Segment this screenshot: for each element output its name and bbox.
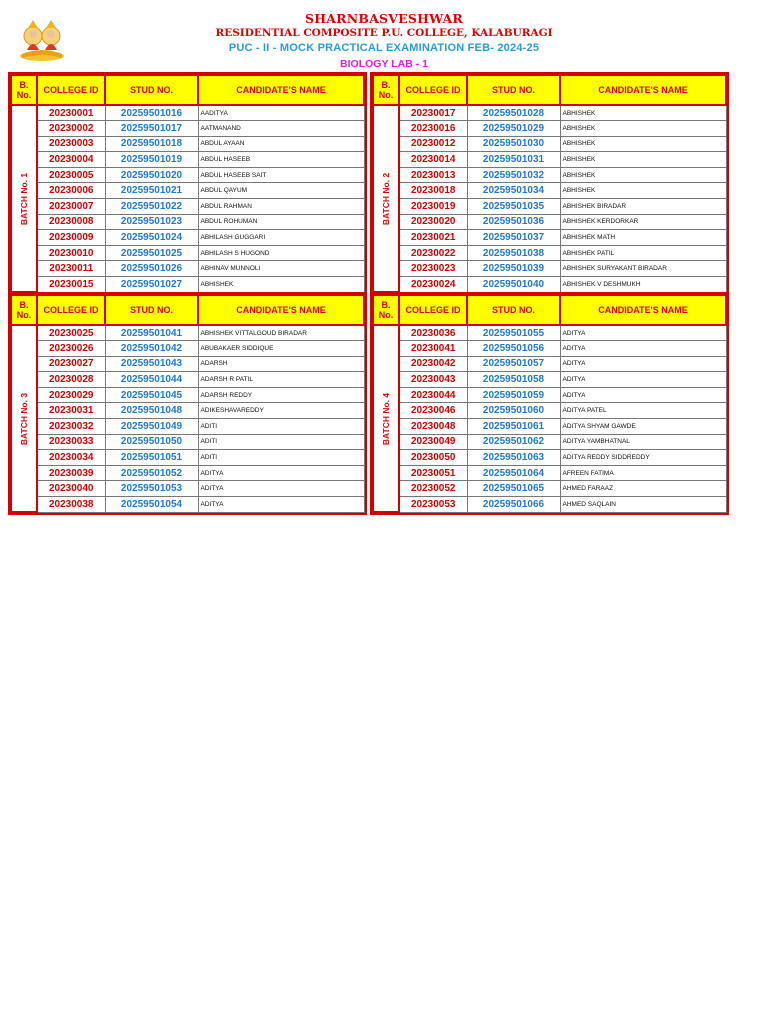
candidate-name-header: CANDIDATE'S NAME [198, 295, 364, 325]
college-id-cell: 20230031 [37, 403, 105, 419]
stud-no-header: STUD NO. [467, 75, 560, 105]
table-row [373, 465, 726, 481]
candidate-name-cell: ADITYA [198, 465, 364, 481]
college-id-cell: 20230034 [37, 450, 105, 466]
stud-no-cell: 20259501020 [105, 167, 198, 183]
stud-no-cell: 20259501026 [105, 261, 198, 277]
college-id-cell: 20230052 [399, 481, 467, 497]
candidate-name-cell: AFREEN FATIMA [560, 465, 726, 481]
candidate-name-cell: ABDUL QAYUM [198, 183, 364, 199]
batch-table-2 [372, 74, 727, 293]
document-header [0, 8, 768, 72]
table-row [373, 403, 726, 419]
table-row [373, 387, 726, 403]
college-id-cell: 20230011 [37, 261, 105, 277]
candidate-name-cell: ADITYA [560, 325, 726, 341]
stud-no-cell: 20259501044 [105, 372, 198, 388]
stud-no-cell: 20259501042 [105, 341, 198, 357]
stud-no-cell: 20259501024 [105, 230, 198, 246]
stud-no-cell: 20259501057 [467, 356, 560, 372]
college-id-cell: 20230020 [399, 214, 467, 230]
college-id-cell: 20230009 [37, 230, 105, 246]
candidate-name-header: CANDIDATE'S NAME [560, 295, 726, 325]
stud-no-cell: 20259501058 [467, 372, 560, 388]
stud-no-cell: 20259501065 [467, 481, 560, 497]
candidate-name-cell: ADARSH [198, 356, 364, 372]
table-row [11, 403, 364, 419]
candidate-name-cell: ADITI [198, 434, 364, 450]
stud-no-header: STUD NO. [105, 75, 198, 105]
candidate-name-cell: ABHILASH S HUGOND [198, 245, 364, 261]
stud-no-cell: 20259501034 [467, 183, 560, 199]
stud-no-cell: 20259501038 [467, 245, 560, 261]
stud-no-cell: 20259501051 [105, 450, 198, 466]
table-row [11, 230, 364, 246]
college-id-cell: 20230004 [37, 152, 105, 168]
college-id-cell: 20230033 [37, 434, 105, 450]
candidate-name-cell: ADITYA [560, 356, 726, 372]
stud-no-cell: 20259501039 [467, 261, 560, 277]
batch-label-cell [373, 325, 399, 512]
stud-no-cell: 20259501043 [105, 356, 198, 372]
table-row [373, 481, 726, 497]
college-id-cell: 20230042 [399, 356, 467, 372]
candidate-name-cell: ABDUL RAHMAN [198, 199, 364, 215]
college-id-cell: 20230014 [399, 152, 467, 168]
table-row [11, 387, 364, 403]
table-row [11, 277, 364, 293]
stud-no-cell: 20259501030 [467, 136, 560, 152]
table-row [11, 199, 364, 215]
candidate-name-header: CANDIDATE'S NAME [198, 75, 364, 105]
stud-no-cell: 20259501064 [467, 465, 560, 481]
candidate-name-cell: ADITYA SHYAM GAWDE [560, 419, 726, 435]
stud-no-cell: 20259501016 [105, 105, 198, 121]
stud-no-cell: 20259501028 [467, 105, 560, 121]
stud-no-cell: 20259501036 [467, 214, 560, 230]
table-row [373, 450, 726, 466]
table-row [373, 434, 726, 450]
college-id-header: COLLEGE ID [399, 75, 467, 105]
batch-number-header: B. No. [11, 295, 37, 325]
lab-title: BIOLOGY LAB - 1 [340, 58, 428, 70]
candidate-name-cell: ADARSH REDDY [198, 387, 364, 403]
stud-no-cell: 20259501029 [467, 121, 560, 137]
table-row [373, 419, 726, 435]
college-id-cell: 20230007 [37, 199, 105, 215]
candidate-name-cell: ADITYA [198, 481, 364, 497]
college-id-cell: 20230026 [37, 341, 105, 357]
table-row [11, 434, 364, 450]
college-id-cell: 20230036 [399, 325, 467, 341]
candidate-name-cell: ABHISHEK [198, 277, 364, 293]
college-id-cell: 20230024 [399, 277, 467, 293]
stud-no-cell: 20259501050 [105, 434, 198, 450]
college-id-cell: 20230049 [399, 434, 467, 450]
table-row [11, 136, 364, 152]
stud-no-cell: 20259501031 [467, 152, 560, 168]
college-id-cell: 20230028 [37, 372, 105, 388]
stud-no-cell: 20259501018 [105, 136, 198, 152]
table-row [373, 325, 726, 341]
candidate-name-cell: AATMANAND [198, 121, 364, 137]
stud-no-cell: 20259501066 [467, 497, 560, 513]
table-row [11, 450, 364, 466]
college-id-cell: 20230040 [37, 481, 105, 497]
candidate-name-cell: ABDUL HASEEB [198, 152, 364, 168]
college-id-header: COLLEGE ID [399, 295, 467, 325]
candidate-name-cell: ADARSH R PATIL [198, 372, 364, 388]
candidate-name-cell: ADITYA [198, 497, 364, 513]
table-row [373, 121, 726, 137]
college-id-cell: 20230029 [37, 387, 105, 403]
batch-number-header: B. No. [373, 75, 399, 105]
college-id-cell: 20230012 [399, 136, 467, 152]
college-id-cell: 20230018 [399, 183, 467, 199]
candidate-name-cell: ABHISHEK KERDORKAR [560, 214, 726, 230]
batch-number-header: B. No. [11, 75, 37, 105]
batch-number-header: B. No. [373, 295, 399, 325]
stud-no-cell: 20259501060 [467, 403, 560, 419]
stud-no-cell: 20259501022 [105, 199, 198, 215]
candidate-name-cell: ABHISHEK [560, 167, 726, 183]
stud-no-cell: 20259501017 [105, 121, 198, 137]
candidate-name-cell: ABHISHEK PATIL [560, 245, 726, 261]
stud-no-cell: 20259501025 [105, 245, 198, 261]
candidate-name-cell: ABHISHEK [560, 121, 726, 137]
stud-no-cell: 20259501040 [467, 277, 560, 293]
table-row [373, 277, 726, 293]
table-row [11, 105, 364, 121]
batch-table-4 [372, 294, 727, 513]
college-id-cell: 20230048 [399, 419, 467, 435]
exam-title: PUC - II - MOCK PRACTICAL EXAMINATION FEB- 2024-25 [228, 42, 540, 54]
candidate-name-cell: ADITI [198, 419, 364, 435]
stud-no-cell: 20259501045 [105, 387, 198, 403]
stud-no-cell: 20259501056 [467, 341, 560, 357]
table-row [11, 481, 364, 497]
batch-label: BATCH No. 3 [19, 392, 29, 445]
college-id-cell: 20230010 [37, 245, 105, 261]
candidate-name-cell: ABHISHEK [560, 136, 726, 152]
batch-label: BATCH No. 4 [381, 392, 391, 445]
candidate-name-cell: ABHISHEK MATH [560, 230, 726, 246]
table-row [11, 419, 364, 435]
stud-no-cell: 20259501048 [105, 403, 198, 419]
table-row [11, 465, 364, 481]
table-row [11, 341, 364, 357]
stud-no-cell: 20259501023 [105, 214, 198, 230]
stud-no-cell: 20259501049 [105, 419, 198, 435]
candidate-name-cell: ABUBAKAER SIDDIQUE [198, 341, 364, 357]
table-row [373, 230, 726, 246]
college-id-cell: 20230006 [37, 183, 105, 199]
college-id-cell: 20230001 [37, 105, 105, 121]
table-row [373, 341, 726, 357]
college-id-cell: 20230041 [399, 341, 467, 357]
stud-no-cell: 20259501041 [105, 325, 198, 341]
table-row [11, 245, 364, 261]
college-id-header: COLLEGE ID [37, 295, 105, 325]
college-id-cell: 20230038 [37, 497, 105, 513]
table-row [373, 167, 726, 183]
stud-no-cell: 20259501061 [467, 419, 560, 435]
table-row [11, 497, 364, 513]
college-id-cell: 20230027 [37, 356, 105, 372]
table-row [11, 372, 364, 388]
stud-no-cell: 20259501027 [105, 277, 198, 293]
college-id-cell: 20230053 [399, 497, 467, 513]
stud-no-cell: 20259501035 [467, 199, 560, 215]
college-id-cell: 20230032 [37, 419, 105, 435]
college-id-cell: 20230019 [399, 199, 467, 215]
stud-no-cell: 20259501063 [467, 450, 560, 466]
college-id-cell: 20230022 [399, 245, 467, 261]
college-id-cell: 20230013 [399, 167, 467, 183]
candidate-name-cell: ABHISHEK [560, 105, 726, 121]
college-id-cell: 20230051 [399, 465, 467, 481]
college-id-cell: 20230050 [399, 450, 467, 466]
candidate-name-cell: ADITYA YAMBHATNAL [560, 434, 726, 450]
table-row [373, 245, 726, 261]
college-name: RESIDENTIAL COMPOSITE P.U. COLLEGE, KALABURAGI [215, 27, 553, 39]
stud-no-cell: 20259501053 [105, 481, 198, 497]
candidate-name-cell: ADITYA REDDY SIDDREDDY [560, 450, 726, 466]
batch-label-cell [373, 105, 399, 292]
candidate-name-cell: ADIKESHAVAREDDY [198, 403, 364, 419]
college-id-cell: 20230015 [37, 277, 105, 293]
candidate-name-cell: ABDUL AYAAN [198, 136, 364, 152]
table-row [373, 199, 726, 215]
candidate-name-cell: ABHISHEK [560, 152, 726, 168]
table-row [373, 183, 726, 199]
college-id-cell: 20230016 [399, 121, 467, 137]
candidate-name-cell: ABHISHEK SURYAKANT BIRADAR [560, 261, 726, 277]
table-row [373, 214, 726, 230]
table-row [11, 325, 364, 341]
candidate-name-cell: ADITYA PATEL [560, 403, 726, 419]
candidate-name-cell: ABHISHEK [560, 183, 726, 199]
candidate-name-cell: ABHISHEK V DESHMUKH [560, 277, 726, 293]
stud-no-header: STUD NO. [105, 295, 198, 325]
college-id-cell: 20230005 [37, 167, 105, 183]
candidate-name-header: CANDIDATE'S NAME [560, 75, 726, 105]
table-row [373, 152, 726, 168]
candidate-name-cell: ABHISHEK BIRADAR [560, 199, 726, 215]
college-id-header: COLLEGE ID [37, 75, 105, 105]
candidate-name-cell: ABHINAV MUNNOLI [198, 261, 364, 277]
batch-label: BATCH No. 2 [381, 172, 391, 225]
college-id-cell: 20230003 [37, 136, 105, 152]
candidate-name-cell: AHMED FARAAZ [560, 481, 726, 497]
table-row [11, 261, 364, 277]
candidate-name-cell: AHMED SAQLAIN [560, 497, 726, 513]
candidate-name-cell: ADITI [198, 450, 364, 466]
table-row [11, 214, 364, 230]
table-row [11, 356, 364, 372]
batch-table-3 [10, 294, 365, 513]
college-id-cell: 20230025 [37, 325, 105, 341]
table-row [11, 121, 364, 137]
stud-no-cell: 20259501052 [105, 465, 198, 481]
candidate-name-cell: ADITYA [560, 387, 726, 403]
candidate-name-cell: ADITYA [560, 372, 726, 388]
candidate-name-cell: ABDUL HASEEB SAIT [198, 167, 364, 183]
stud-no-cell: 20259501055 [467, 325, 560, 341]
college-id-cell: 20230044 [399, 387, 467, 403]
batch-label-cell [11, 325, 37, 512]
candidate-name-cell: ADITYA [560, 341, 726, 357]
batch-label-cell [11, 105, 37, 292]
table-row [11, 183, 364, 199]
stud-no-cell: 20259501019 [105, 152, 198, 168]
stud-no-cell: 20259501037 [467, 230, 560, 246]
stud-no-cell: 20259501059 [467, 387, 560, 403]
college-id-cell: 20230039 [37, 465, 105, 481]
candidate-name-cell: AADITYA [198, 105, 364, 121]
table-row [373, 136, 726, 152]
stud-no-cell: 20259501054 [105, 497, 198, 513]
stud-no-cell: 20259501021 [105, 183, 198, 199]
table-row [373, 372, 726, 388]
stud-no-header: STUD NO. [467, 295, 560, 325]
table-row [373, 497, 726, 513]
table-row [11, 167, 364, 183]
table-row [11, 152, 364, 168]
candidate-name-cell: ABDUL ROHUMAN [198, 214, 364, 230]
stud-no-cell: 20259501032 [467, 167, 560, 183]
college-id-cell: 20230017 [399, 105, 467, 121]
batch-table-1 [10, 74, 365, 293]
college-id-cell: 20230043 [399, 372, 467, 388]
candidate-name-cell: ABHILASH GUGGARI [198, 230, 364, 246]
candidate-name-cell: ABHISHEK VITTALGOUD BIRADAR [198, 325, 364, 341]
document-title: SHARNBASVESHWAR [304, 11, 464, 26]
stud-no-cell: 20259501062 [467, 434, 560, 450]
table-row [373, 105, 726, 121]
batch-label: BATCH No. 1 [19, 172, 29, 225]
table-row [373, 261, 726, 277]
college-id-cell: 20230021 [399, 230, 467, 246]
table-row [373, 356, 726, 372]
college-id-cell: 20230046 [399, 403, 467, 419]
college-id-cell: 20230002 [37, 121, 105, 137]
college-id-cell: 20230023 [399, 261, 467, 277]
college-id-cell: 20230008 [37, 214, 105, 230]
